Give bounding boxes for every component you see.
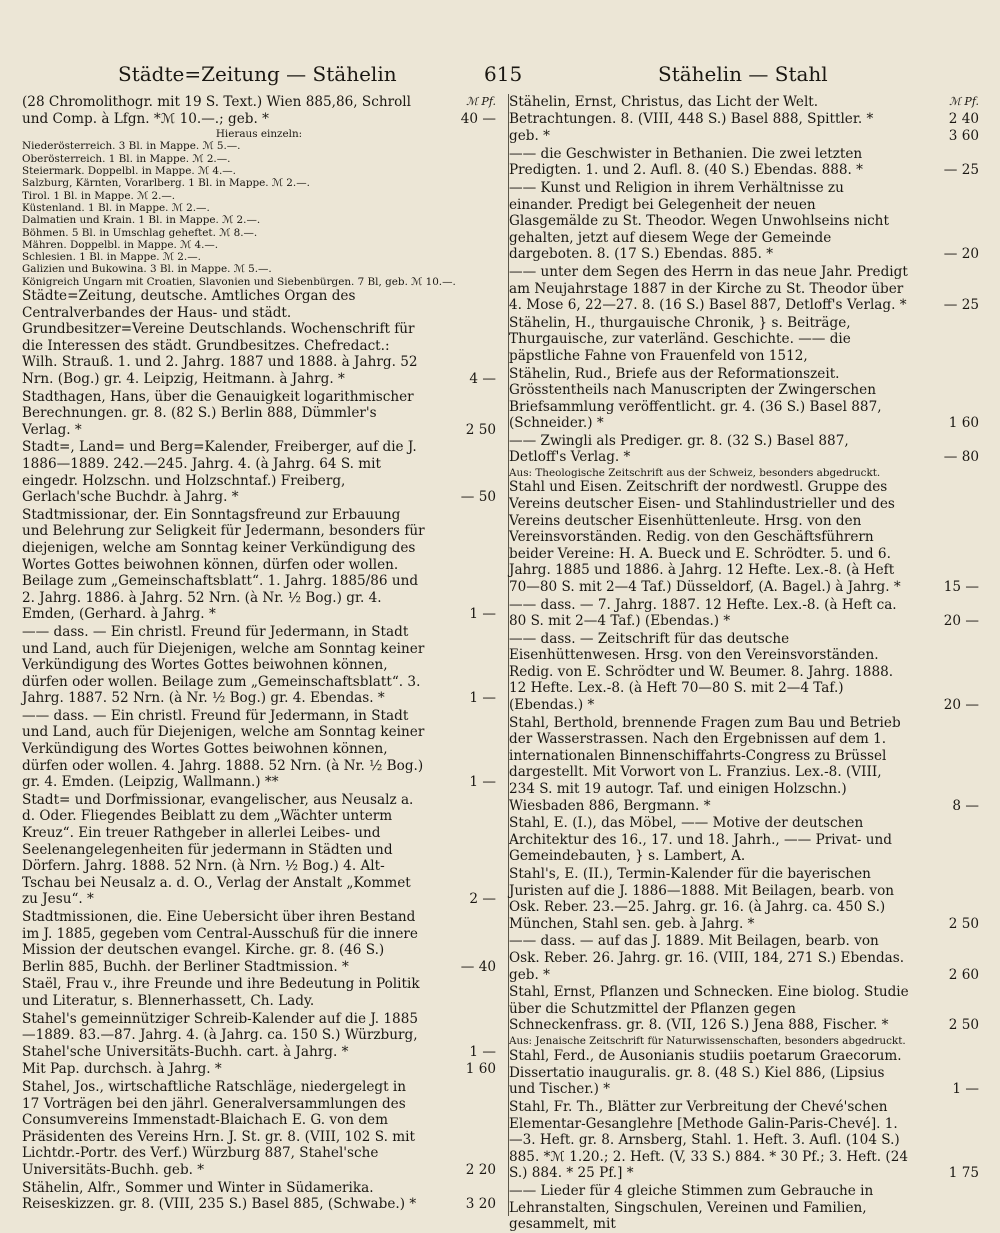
sub-item: Steiermark. Doppelbl. in Mappe. ℳ 4.—.: [22, 165, 236, 178]
entry-text: —— Zwingli als Prediger. gr. 8. (32 S.) Basel 887, Detloff's Verlag. *: [509, 432, 849, 466]
list-item: [22, 94, 496, 127]
list-item: [22, 624, 496, 707]
entry-price: — 50: [460, 489, 496, 506]
list-item: [509, 128, 979, 145]
sub-item: Mähren. Doppelbl. in Mappe. ℳ 4.—.: [22, 238, 219, 251]
entry-price: 1 —: [469, 690, 496, 707]
entry-text: Stahl, Fr. Th., Blätter zur Verbreitung der Chevé'schen Elementar-Gesanglehre [Methode Galin-Paris-Chevé]. 1.—3. Heft. gr. 8. Arnsberg, Stahl. 1. Heft. 3. Aufl. (104 S.) 885. *ℳ 1.20.; 2. Heft. (V, 33 S.) 884. * 30 Pf.; 3. Heft. (24 S.) 884. * 25 Pf.] *: [509, 1099, 909, 1182]
entry-price: 8 —: [952, 797, 979, 814]
list-item: [509, 366, 979, 432]
entry-price: 1 60: [948, 415, 979, 432]
entry-text: Stadtmissionen, die. Eine Uebersicht über ihren Bestand im J. 1885, gegeben vom Central-Ausschuß für die innere Mission der deutschen evangel. Kirche. gr. 8. (46 S.) Berlin 885, Buchh. der Berliner Stadtmission. *: [22, 909, 418, 975]
entry-text: —— die Geschwister in Bethanien. Die zwei letzten Predigten. 1. und 2. Aufl. 8. (40 S.) Ebendas. 888. *: [509, 145, 863, 179]
entry-price: 4 —: [469, 371, 496, 388]
list-item: [509, 866, 979, 932]
entry-list: [22, 288, 496, 1213]
entry-price: 40 —: [460, 110, 496, 127]
list-item: [509, 1183, 979, 1233]
list-item: [22, 976, 496, 1009]
list-item: [509, 597, 979, 630]
entry-text: —— dass. — 7. Jahrg. 1887. 12 Hefte. Lex.-8. (à Heft ca. 80 S. mit 2—4 Taf.) (Ebendas.) *: [509, 596, 897, 630]
list-item: [22, 1061, 496, 1078]
header-left-title: Städte=Zeitung — Stähelin: [118, 62, 397, 86]
entry-price: 2 40: [948, 110, 979, 127]
entry-price: 2 20: [465, 1161, 496, 1178]
entry-text: Stähelin, H., thurgauische Chronik, } s. Beiträge, Thurgauische, zur vaterländ. Geschichte. —— die päpstliche Fahne von Frauenfeld von 1512,: [509, 314, 851, 364]
entry-text: Stahl's, E. (II.), Termin-Kalender für die bayerischen Juristen auf die J. 1886—1888. Mit Beilagen, bearb. von Osk. Reber. 23.—25. Jahrg. gr. 16. (à Jahrg. ca. 450 S.) München, Stahl sen. geb. à Jahrg. *: [509, 866, 895, 932]
entry-text: geb. *: [509, 128, 550, 145]
entry-text: Mit Pap. durchsch. à Jahrg. *: [22, 1061, 222, 1078]
list-item: [22, 1079, 496, 1179]
entry-list: [509, 94, 979, 1233]
list-item: [22, 288, 496, 388]
entry-text: Stadt= und Dorfmissionar, evangelischer, aus Neusalz a. d. Oder. Fliegendes Beiblatt zu dem „Wächter unterm Kreuz“. Ein treuer Rathgeber in allerlei Leibes- und Seelenangelegenheiten für jedermann in Städten und Dörfern. Jahrg. 1888. 52 Nrn. (à Nrn. ½ Bog.) 4. Alt-Tschau bei Neusalz a. d. O., Verlag der Anstalt „Kommet zu Jesu“. *: [22, 791, 414, 908]
sub-item: Küstenland. 1 Bl. in Mappe. ℳ 2.—.: [22, 201, 210, 214]
entry-text: Stähelin, Rud., Briefe aus der Reformationszeit. Grösstentheils nach Manuscripten der Zwingerschen Briefsammlung veröffentlicht. gr. 4. (36 S.) Basel 887, (Schneider.) *: [509, 365, 882, 432]
entry-price: — 25: [943, 297, 979, 314]
entry-price: — 25: [943, 162, 979, 179]
list-item: [509, 315, 979, 365]
entry-price: 1 —: [469, 774, 496, 791]
sub-item: Niederösterreich. 3 Bl. in Mappe. ℳ 5.—.: [22, 140, 241, 153]
entry-price: 3 60: [948, 128, 979, 145]
entry-text: —— dass. — auf das J. 1889. Mit Beilagen, bearb. von Osk. Reber. 26. Jahrg. gr. 16. (VIII, 184, 271 S.) Ebendas. geb. *: [509, 933, 905, 983]
entry-text: Stähelin, Alfr., Sommer und Winter in Südamerika. Reiseskizzen. gr. 8. (VIII, 235 S.) Basel 885, (Schwabe.) *: [22, 1179, 417, 1213]
entry-price: 1 —: [469, 606, 496, 623]
left-column: [22, 94, 496, 1216]
entry-price: — 80: [943, 449, 979, 466]
entry-text: Stadthagen, Hans, über die Genauigkeit logarithmischer Berechnungen. gr. 8. (82 S.) Berlin 888, Dümmler's Verlag. *: [22, 388, 414, 438]
entry-text: Stahl und Eisen. Zeitschrift der nordwestl. Gruppe des Vereins deutscher Eisen- und Stahlindustrieller und des Vereins deutscher Eisenhüttenleute. Hrsg. von den Vereinsvorständen. Redig. von den Geschäftsführern beider Vereine: H. A. Bueck und E. Schrödter. 5. und 6. Jahrg. 1885 und 1886. à Jahrg. 12 Hefte. Lex.-8. (à Heft 70—80 S. mit 2—4 Taf.) Düsseldorf, (A. Bagel.) à Jahrg. *: [509, 479, 901, 595]
entry-text: Stadt=, Land= und Berg=Kalender, Freiberger, auf die J. 1886—1889. 242.—245. Jahrg. 4. (à Jahrg. 64 S. mit eingedr. Holzschn. und Holzschntaf.) Freiberg, Gerlach'sche Buchdr. à Jahrg. *: [22, 439, 417, 506]
entry-text: Stahl, Ernst, Pflanzen und Schnecken. Eine biolog. Studie über die Schutzmittel der Pflanzen gegen Schneckenfrass. gr. 8. (VII, 126 S.) Jena 888, Fischer. *: [509, 984, 909, 1034]
entry-text: —— dass. — Ein christl. Freund für Jedermann, in Stadt und Land, auch für Diejenigen, welche am Sonntag keiner Verkündigung des Wortes Gottes beiwohnen können, dürfen oder wollen. 4. Jahrg. 1888. 52 Nrn. (à Nr. ½ Bog.) gr. 4. Emden. (Leipzig, Wallmann.) **: [22, 707, 425, 791]
list-item: [509, 1048, 979, 1098]
page-number: 615: [484, 62, 523, 86]
entry-text: —— dass. — Zeitschrift für das deutsche Eisenhüttenwesen. Hrsg. von den Vereinsvorständen. Redig. von E. Schrödter und W. Beumer. 8. Jahrg. 1888. 12 Hefte. Lex.-8. (à Heft 70—80 S. mit 2—4 Taf.) (Ebendas.) *: [509, 630, 894, 714]
list-item: [509, 94, 979, 127]
entry-text: (28 Chromolithogr. mit 19 S. Text.) Wien 885,86, Schroll und Comp. à Lfgn. *ℳ 10.—.; geb. *: [22, 94, 411, 127]
entry-note: Aus: Theologische Zeitschrift aus der Schweiz, besonders abgedruckt.: [509, 467, 881, 480]
entry-text: Stadtmissionar, der. Ein Sonntagsfreund zur Erbauung und Belehrung zur Seligkeit für Jedermann, besonders für diejenigen, welche am Sonntag keiner Verkündigung des Wortes Gottes beiwohnen können, dürfen oder wollen. Beilage zum „Gemeinschaftsblatt“. 1. Jahrg. 1885/86 und 2. Jahrg. 1886. à Jahrg. 52 Nrn. (à Nr. ½ Bog.) gr. 4. Emden, (Gerhard. à Jahrg. *: [22, 506, 425, 623]
entry-text: Staël, Frau v., ihre Freunde und ihre Bedeutung in Politik und Literatur, s. Blennerhassett, Ch. Lady.: [22, 976, 420, 1009]
header-right-title: Stähelin — Stahl: [658, 62, 828, 86]
list-item: [509, 1099, 979, 1182]
list-item: [509, 984, 979, 1034]
list-item: [509, 146, 979, 179]
entry-text: —— dass. — Ein christl. Freund für Jedermann, in Stadt und Land, auch für Diejenigen, welche am Sonntag keiner Verkündigung des Wortes Gottes beiwohnen können, dürfen oder wollen. Beilage zum „Gemeinschaftsblatt“. 3. Jahrg. 1887. 52 Nrn. (à Nr. ½ Bog.) gr. 4. Ebendas. *: [22, 623, 425, 707]
list-item: [509, 715, 979, 815]
list-item: [509, 433, 979, 466]
list-item: [509, 264, 979, 314]
list-item: [509, 815, 979, 865]
entry-price: — 20: [943, 246, 979, 263]
entry-price: 3 20: [465, 1196, 496, 1213]
entry-text: Stahel's gemeinnütziger Schreib-Kalender auf die J. 1885—1889. 83.—87. Jahrg. 4. (à Jahrg. ca. 150 S.) Würzburg, Stahel'sche Universitäts-Buchh. cart. à Jahrg. *: [22, 1010, 418, 1060]
list-item: [22, 439, 496, 505]
list-item: [22, 792, 496, 908]
sub-item: Böhmen. 5 Bl. in Umschlag geheftet. ℳ 8.—.: [22, 226, 258, 239]
list-item: [509, 933, 979, 983]
entry-price: 2 —: [469, 891, 496, 908]
sub-item: Königreich Ungarn mit Croatien, Slavonien und Siebenbürgen. 7 Bl, geb. ℳ 10.—.: [22, 275, 456, 288]
page-header: [0, 62, 1000, 92]
entry-price: 15 —: [943, 578, 979, 595]
sub-item: Oberösterreich. 1 Bl. in Mappe. ℳ 2.—.: [22, 152, 231, 165]
entry-price: 2 50: [948, 1017, 979, 1034]
entry-note: Aus: Jenaische Zeitschrift für Naturwissenschaften, besonders abgedruckt.: [509, 1034, 906, 1047]
entry-text: Stahl, Berthold, brennende Fragen zum Bau und Betrieb der Wasserstrassen. Nach den Ergebnissen auf dem 1. internationalen Binnenschiffahrts-Congress zu Brüssel dargestellt. Mit Vorwort von L. Franzius. Lex.-8. (VIII, 234 S. mit 19 autogr. Taf. und einigen Holzschn.) Wiesbaden 886, Bergmann. *: [509, 714, 901, 814]
list-item: [509, 180, 979, 263]
entry-text: Stahl, Ferd., de Ausonianis studiis poetarum Graecorum. Dissertatio inauguralis. gr. 8. (48 S.) Kiel 886, (Lipsius und Tischer.) *: [509, 1048, 902, 1098]
list-item: [509, 1035, 979, 1047]
entry-text: Städte=Zeitung, deutsche. Amtliches Organ des Centralverbandes der Haus- und städt. Grundbesitzer=Vereine Deutschlands. Wochenschrift für die Interessen des städt. Grundbesitzes. Chefredact.: Wilh. Strauß. 1. und 2. Jahrg. 1887 und 1888. à Jahrg. 52 Nrn. (Bog.) gr. 4. Leipzig, Heitmann. à Jahrg. *: [22, 288, 418, 388]
entry-price: 1 —: [469, 1043, 496, 1060]
sub-list: [22, 140, 496, 288]
entry-price: 2 50: [948, 915, 979, 932]
entry-price: 1 75: [948, 1165, 979, 1182]
sub-item: Tirol. 1 Bl. in Mappe. ℳ 2.—.: [22, 189, 176, 202]
sub-item: Salzburg, Kärnten, Vorarlberg. 1 Bl. in Mappe. ℳ 2.—.: [22, 177, 310, 190]
list-item: [22, 1180, 496, 1213]
sub-item: Dalmatien und Krain. 1 Bl. in Mappe. ℳ 2.—.: [22, 214, 261, 227]
entry-price: 20 —: [943, 697, 979, 714]
list-item: [22, 507, 496, 623]
list-item: [22, 708, 496, 791]
entry-price: 1 60: [465, 1061, 496, 1078]
entry-price: 1 —: [952, 1081, 979, 1098]
entry-price: 2 50: [465, 421, 496, 438]
list-item: [22, 389, 496, 439]
list-item: [22, 909, 496, 975]
entry-text: Stahl, E. (I.), das Möbel, —— Motive der deutschen Architektur des 16., 17. und 18. Jahrh., —— Privat- und Gemeindebauten, } s. Lambert, A.: [509, 815, 892, 865]
sub-item: Schlesien. 1 Bl. in Mappe. ℳ 2.—.: [22, 251, 201, 264]
currency-header-right: ℳ Pf.: [949, 95, 979, 108]
sub-heading: Hieraus einzeln:: [215, 128, 303, 141]
entry-price: — 40: [460, 958, 496, 975]
entry-price: 2 60: [948, 966, 979, 983]
entry-text: Stähelin, Ernst, Christus, das Licht der Welt. Betrachtungen. 8. (VIII, 448 S.) Basel 888, Spittler. *: [509, 94, 874, 127]
entry-price: 20 —: [943, 613, 979, 630]
right-column: [508, 94, 979, 1233]
list-item: [509, 631, 979, 714]
entry-text: Stahel, Jos., wirtschaftliche Ratschläge, niedergelegt in 17 Vorträgen bei den jährl. Generalversammlungen des Consumvereins Immenstadt-Blaichach E. G. von dem Präsidenten des Vereins Hrn. J. St. gr. 8. (VIII, 102 S. mit Lichtdr.-Portr. des Verf.) Würzburg 887, Stahel'sche Universitäts-Buchh. geb. *: [22, 1078, 415, 1178]
entry-text: —— unter dem Segen des Herrn in das neue Jahr. Predigt am Neujahrstage 1887 in der Kirche zu St. Theodor über 4. Mose 6, 22—27. 8. (16 S.) Basel 887, Detloff's Verlag. *: [509, 263, 908, 314]
entry-text: —— Lieder für 4 gleiche Stimmen zum Gebrauche in Lehranstalten, Singschulen, Vereinen und Familien, gesammelt, mit: [509, 1183, 874, 1233]
entry-text: —— Kunst und Religion in ihrem Verhältnisse zu einander. Predigt bei Gelegenheit der neuen Glasgemälde zu St. Theodor. Wegen Unwohlseins nicht gehalten, jetzt auf diesem Wege der Gemeinde dargeboten. 8. (17 S.) Ebendas. 885. *: [509, 179, 889, 263]
currency-header-left: ℳ Pf.: [466, 95, 496, 108]
list-item: [509, 479, 979, 595]
list-item: [22, 1011, 496, 1061]
sub-item: Galizien und Bukowina. 3 Bl. in Mappe. ℳ 5.—.: [22, 263, 272, 276]
